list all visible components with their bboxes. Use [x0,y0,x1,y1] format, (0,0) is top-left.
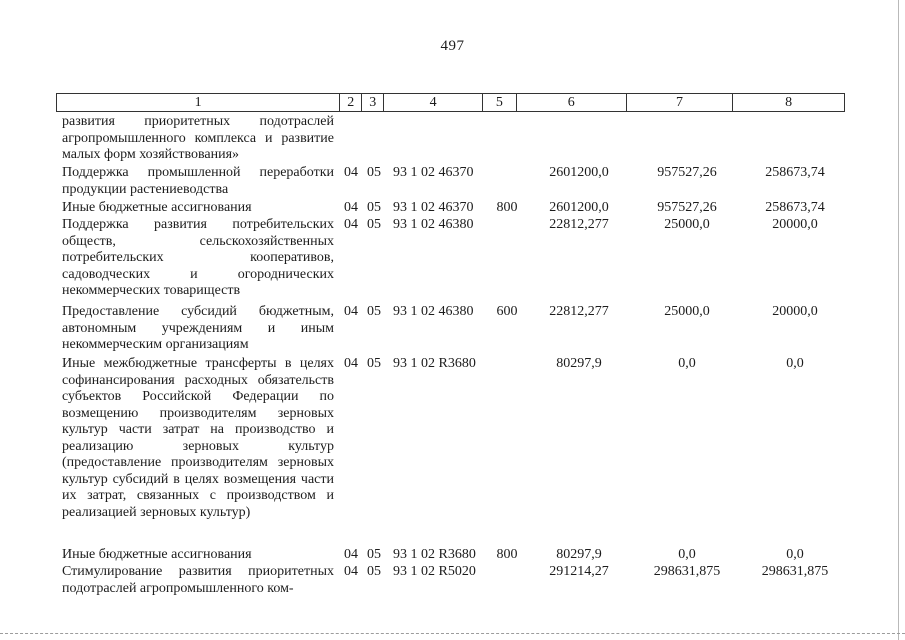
row-section: 04 [344,217,358,232]
row-expense-type: 800 [496,547,518,562]
row-target-article: 93 1 02 46370 [393,200,474,215]
row-description: Стимулирование развития приоритетных подотраслей агропромышленного ком- [62,564,334,596]
page-number: 497 [440,38,465,54]
header-col-5: 5 [483,94,517,111]
row-description: Иные межбюджетные трансферты в целях софинансирования расходных обязательств субъектов Российской Федерации по возмещению производителям зерновых культур части затрат на производство и реализацию зерновых культур (предоставление производителям зерновых культур субсидий в целях возмещения части их затрат, связанных с производством и реализацией зерновых культур) [62,356,334,520]
row-amount-col7: 0,0 [678,547,696,562]
row-amount-col7: 25000,0 [664,304,710,319]
row-subsection: 05 [367,200,381,215]
row-amount-col8: 258673,74 [765,200,825,215]
row-amount-col8: 258673,74 [765,165,825,180]
row-target-article: 93 1 02 46380 [393,304,474,319]
row-section: 04 [344,547,358,562]
row-amount-col8: 298631,875 [761,564,829,579]
row-description: развития приоритетных подотраслей агропромышленного комплекса и развитие малых форм хозяйствования» [62,114,334,162]
row-amount-col6: 80297,9 [556,356,602,371]
row-amount-col7: 957527,26 [657,165,717,180]
header-col-1: 1 [57,94,340,111]
row-amount-col6: 291214,27 [549,564,609,579]
row-amount-col6: 2601200,0 [549,165,609,180]
row-description: Иные бюджетные ассигнования [62,200,252,215]
header-col-8: 8 [785,95,793,110]
row-expense-type: 600 [496,304,518,319]
row-expense-type: 800 [496,200,518,215]
row-amount-col7: 957527,26 [657,200,717,215]
row-amount-col8: 20000,0 [772,304,818,319]
row-section: 04 [344,165,358,180]
row-amount-col6: 22812,277 [549,304,609,319]
row-subsection: 05 [367,547,381,562]
row-target-article: 93 1 02 R3680 [393,356,476,371]
row-target-article: 93 1 02 46380 [393,217,474,232]
row-amount-col7: 298631,875 [653,564,721,579]
header-col-4: 4 [384,94,483,111]
row-target-article: 93 1 02 R3680 [393,547,476,562]
row-subsection: 05 [367,217,381,232]
row-amount-col7: 25000,0 [664,217,710,232]
row-section: 04 [344,356,358,371]
row-amount-col8: 20000,0 [772,217,818,232]
table-header-row [56,93,845,112]
row-section: 04 [344,304,358,319]
row-description: Иные бюджетные ассигнования [62,547,252,562]
row-section: 04 [344,564,358,579]
row-description: Поддержка развития потребительских обществ, сельскохозяйственных потребительских кооперативов, садоводческих и огороднических некоммерческих товариществ [62,217,334,298]
row-amount-col8: 0,0 [786,547,804,562]
row-amount-col6: 80297,9 [556,547,602,562]
row-target-article: 93 1 02 R5020 [393,564,476,579]
page-bottom-edge [0,633,905,634]
row-subsection: 05 [367,165,381,180]
row-subsection: 05 [367,304,381,319]
header-col-3: 3 [362,94,384,111]
header-col-2: 2 [340,94,362,111]
row-subsection: 05 [367,564,381,579]
row-target-article: 93 1 02 46370 [393,165,474,180]
header-col-7: 7 [627,94,734,111]
row-subsection: 05 [367,356,381,371]
row-amount-col8: 0,0 [786,356,804,371]
page-right-border [898,0,899,640]
row-amount-col6: 2601200,0 [549,200,609,215]
header-col-6: 6 [517,94,627,111]
row-description: Поддержка промышленной переработки продукции растениеводства [62,165,334,197]
row-amount-col7: 0,0 [678,356,696,371]
row-description: Предоставление субсидий бюджетным, автономным учреждениям и иным некоммерческим организациям [62,304,334,352]
row-amount-col6: 22812,277 [549,217,609,232]
row-section: 04 [344,200,358,215]
